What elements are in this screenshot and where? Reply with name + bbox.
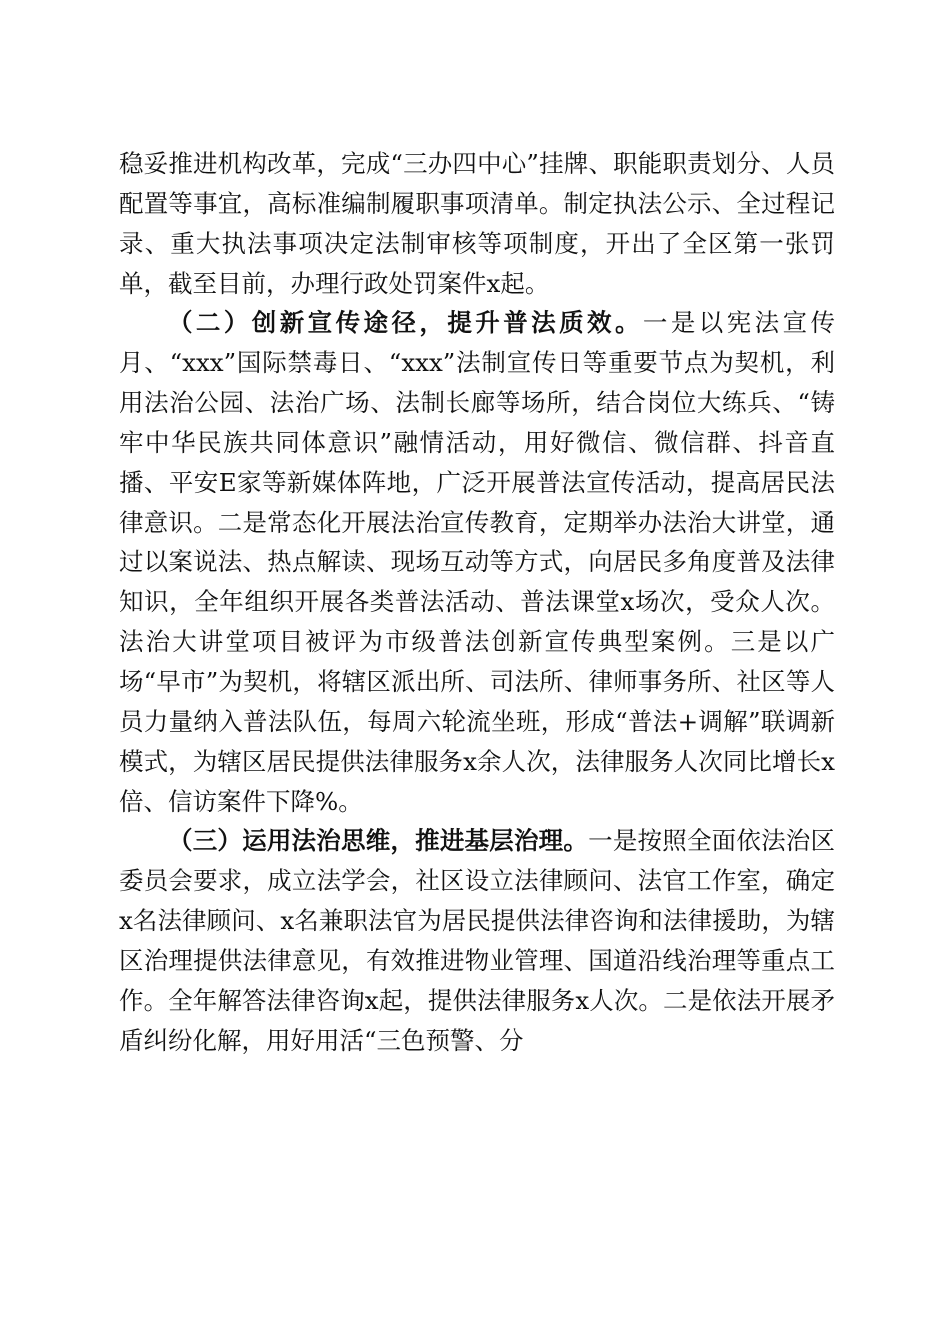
paragraph-1 (119, 144, 835, 303)
paragraph-2 (119, 303, 835, 821)
paragraph-1-text: 稳妥推进机构改革，完成“三办四中心”挂牌、职能职责划分、人员配置等事宜，高标准编制履职事项清单。制定执法公示、全过程记录、重大执法事项决定法制审核等项制度，开出了全区第一张罚单，截至目前，办理行政处罚案件x起。 (119, 149, 835, 298)
paragraph-3-text: 一是按照全面依法治区委员会要求，成立法学会，社区设立法律顾问、法官工作室，确定x名法律顾问、x名兼职法官为居民提供法律咨询和法律援助，为辖区治理提供法律意见，有效推进物业管理、国道沿线治理等重点工作。全年解答法律咨询x起，提供法律服务x人次。二是依法开展矛盾纠纷化解，用好用活“三色预警、分 (119, 826, 836, 1055)
document-body (119, 144, 835, 1060)
section-heading-2: （二）创新宣传途径，提升普法质效。 (168, 308, 643, 338)
paragraph-3 (119, 821, 835, 1060)
section-heading-3: （三）运用法治思维，推进基层治理。 (168, 826, 589, 856)
paragraph-2-text: 一是以宪法宣传月、“xxx”国际禁毒日、“xxx”法制宣传日等重要节点为契机，利用法治公园、法治广场、法制长廊等场所，结合岗位大练兵、“铸牢中华民族共同体意识”融情活动，用好微信、微信群、抖音直播、平安E家等新媒体阵地，广泛开展普法宣传活动，提高居民法律意识。二是常态化开展法治宣传教育，定期举办法治大讲堂，通过以案说法、热点解读、现场互动等方式，向居民多角度普及法律知识，全年组织开展各类普法活动、普法课堂x场次，受众人次。法治大讲堂项目被评为市级普法创新宣传典型案例。三是以广场“早市”为契机，将辖区派出所、司法所、律师事务所、社区等人员力量纳入普法队伍，每周六轮流坐班，形成“普法+调解”联调新模式，为辖区居民提供法律服务x余人次，法律服务人次同比增长x倍、信访案件下降%。 (119, 308, 835, 816)
